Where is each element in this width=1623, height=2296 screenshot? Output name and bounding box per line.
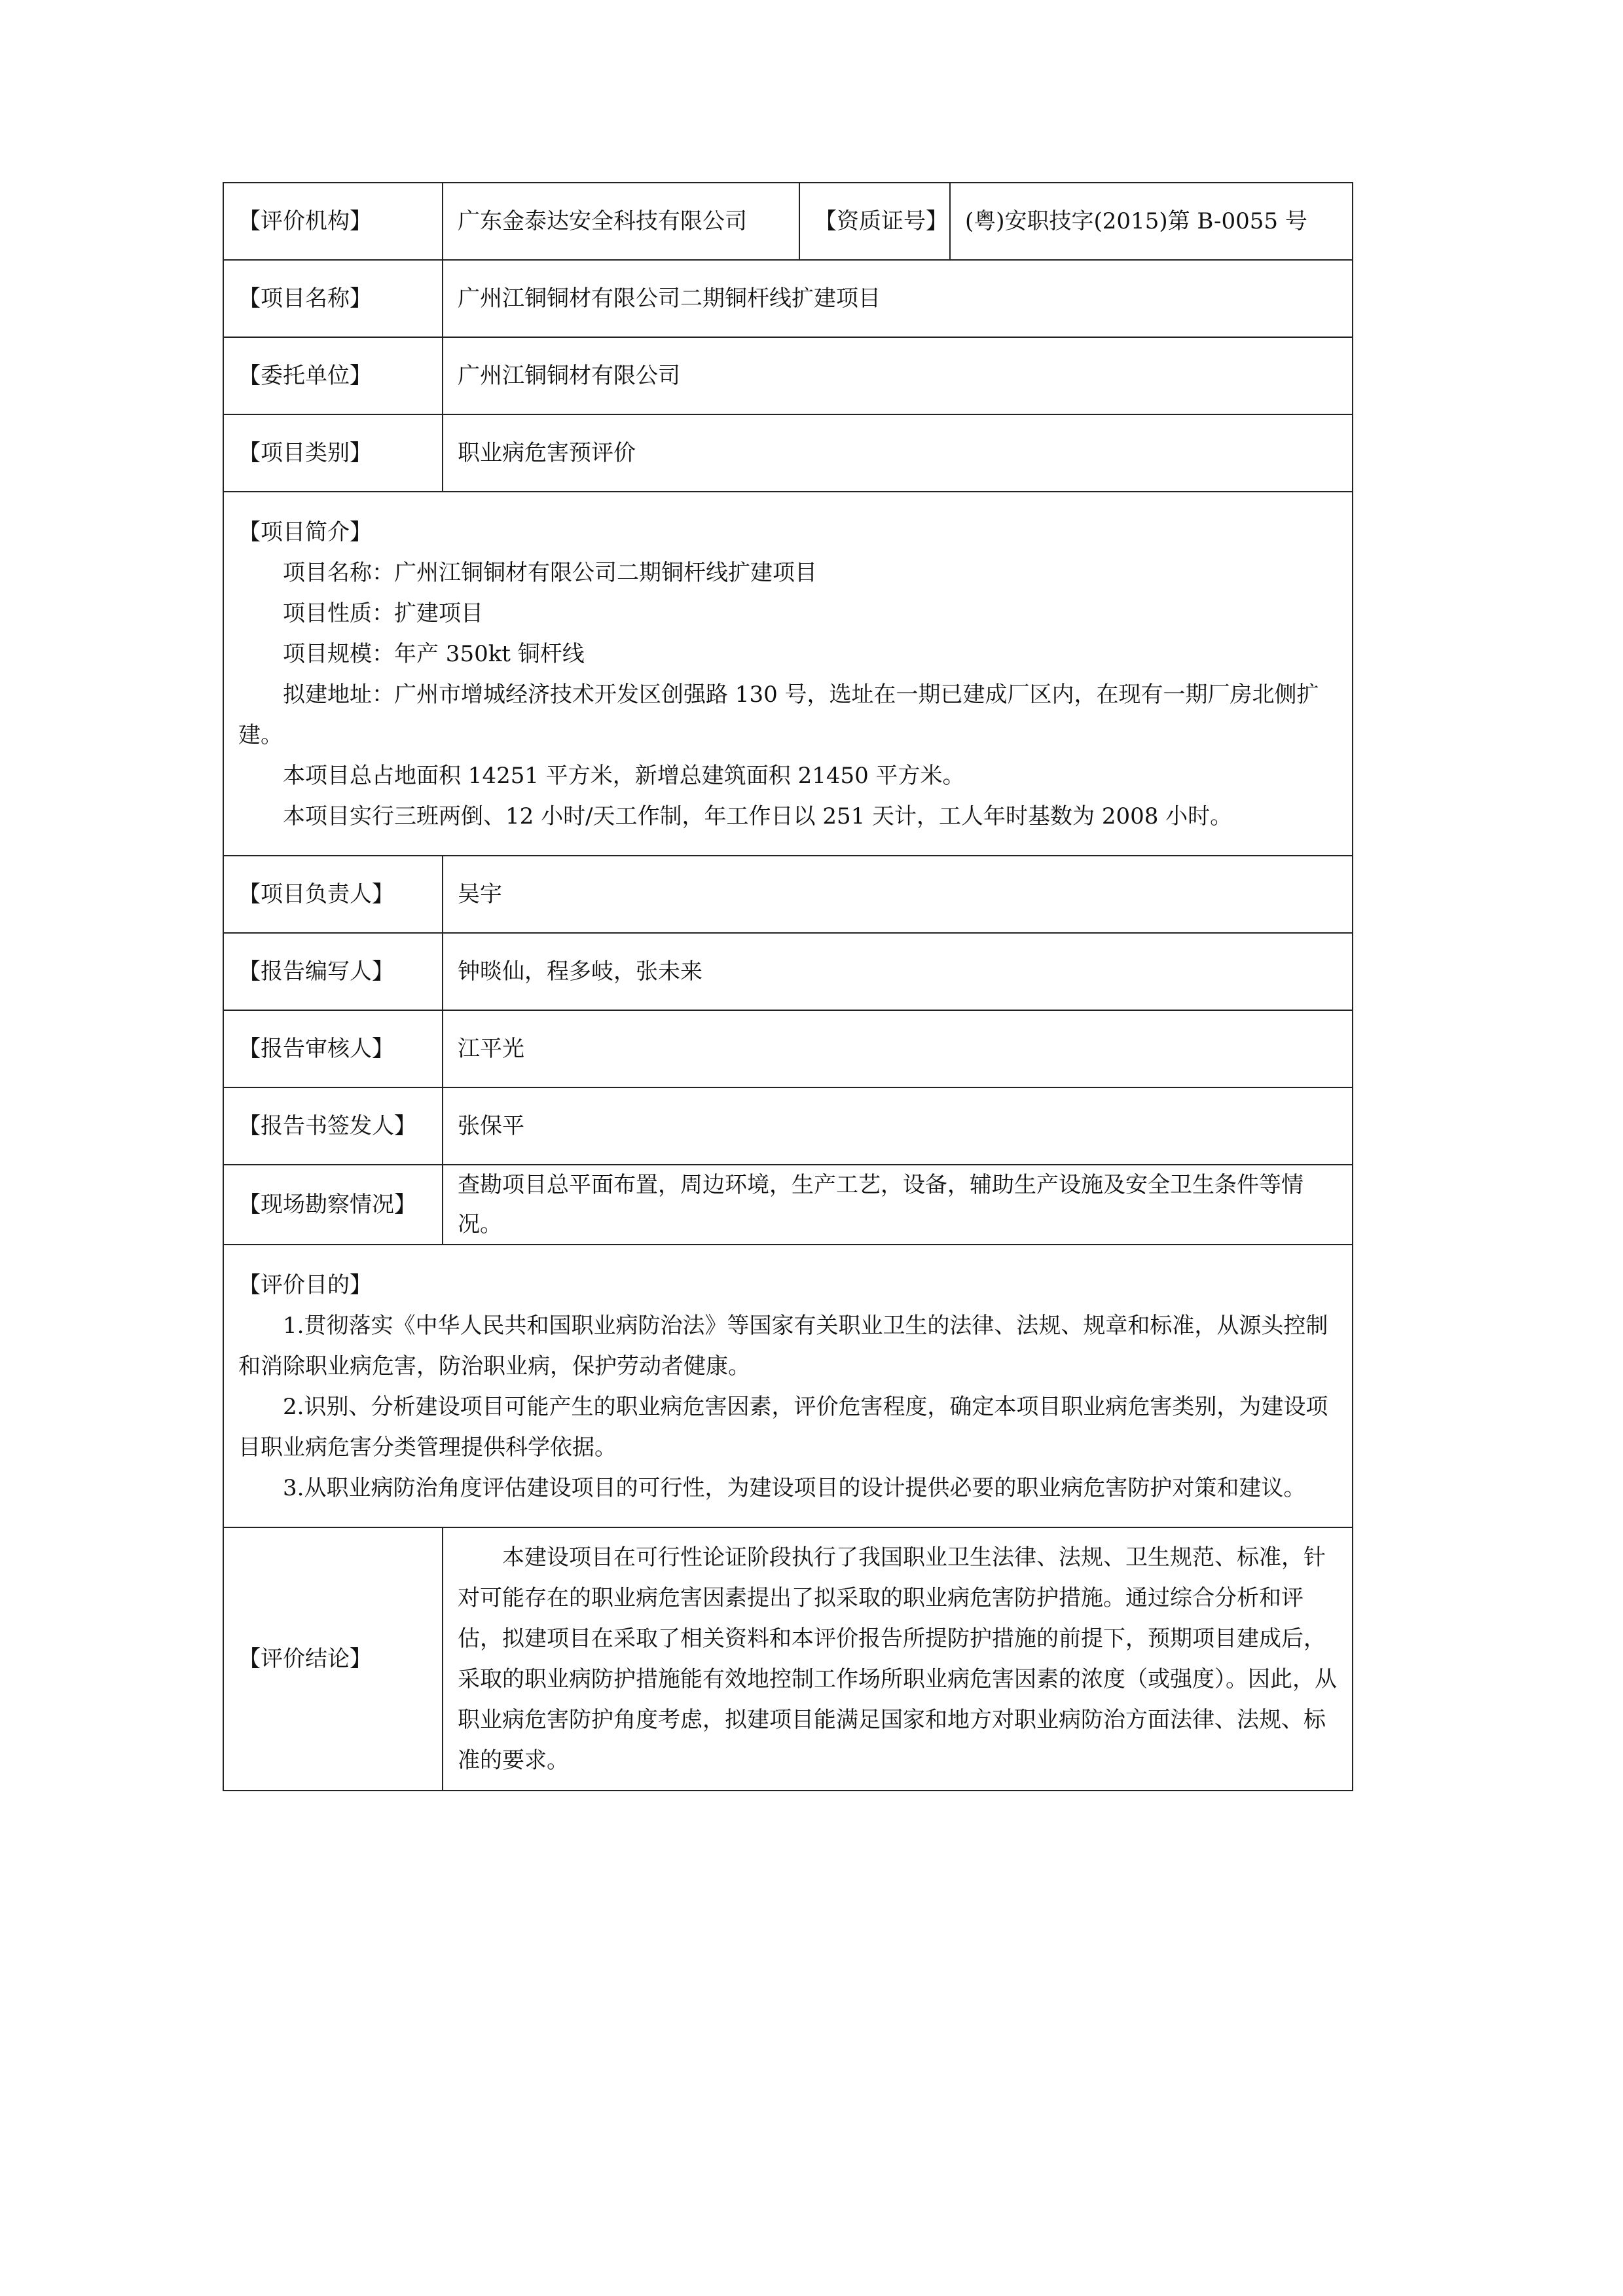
org-label: 【评价机构】	[223, 183, 443, 260]
writer-label: 【报告编写人】	[223, 933, 443, 1010]
cert-value: (粤)安职技字(2015)第 B-0055 号	[950, 183, 1353, 260]
purpose-row	[223, 1245, 1353, 1527]
intro-row	[223, 492, 1353, 856]
conclusion-text: 本建设项目在可行性论证阶段执行了我国职业卫生法律、法规、卫生规范、标准，针对可能存在的职业病危害因素提出了拟采取的职业病危害防护措施。通过综合分析和评估，拟建项目在采取了相关资料和本评价报告所提防护措施的前提下，预期项目建成后，采取的职业病防护措施能有效地控制工作场所职业病危害因素的浓度（或强度）。因此，从职业病危害防护角度考虑，拟建项目能满足国家和地方对职业病防治方面法律、法规、标准的要求。	[443, 1527, 1353, 1791]
reviewer-label: 【报告审核人】	[223, 1010, 443, 1087]
leader-value: 吴宇	[443, 856, 1353, 933]
category-value: 职业病危害预评价	[443, 414, 1353, 492]
conclusion-row	[223, 1527, 1353, 1791]
reviewer-row	[223, 1010, 1353, 1087]
purpose-item-3: 3.从职业病防治角度评估建设项目的可行性，为建设项目的设计提供必要的职业病危害防护对策和建议。	[283, 1475, 1306, 1501]
evaluation-summary-table	[223, 182, 1353, 1791]
category-row	[223, 414, 1353, 492]
intro-shift-line: 本项目实行三班两倒、12 小时/天工作制，年工作日以 251 天计，工人年时基数为 2008 小时。	[283, 803, 1233, 829]
project-name-label: 【项目名称】	[223, 260, 443, 337]
survey-row	[223, 1165, 1353, 1245]
issuer-value: 张保平	[443, 1087, 1353, 1165]
org-row	[223, 183, 1353, 260]
purpose-item-1: 1.贯彻落实《中华人民共和国职业病防治法》等国家有关职业卫生的法律、法规、规章和标准，从源头控制和消除职业病危害，防治职业病，保护劳动者健康。	[238, 1313, 1328, 1379]
writer-value: 钟晱仙，程多岐，张未来	[443, 933, 1353, 1010]
survey-label: 【现场勘察情况】	[223, 1165, 443, 1245]
purpose-item-2: 2.识别、分析建设项目可能产生的职业病危害因素，评价危害程度，确定本项目职业病危害类别，为建设项目职业病危害分类管理提供科学依据。	[238, 1394, 1328, 1461]
reviewer-value: 江平光	[443, 1010, 1353, 1087]
issuer-row	[223, 1087, 1353, 1165]
intro-block	[223, 492, 1353, 856]
conclusion-label: 【评价结论】	[223, 1527, 443, 1791]
intro-area-line: 本项目总占地面积 14251 平方米，新增总建筑面积 21450 平方米。	[283, 763, 965, 789]
leader-label: 【项目负责人】	[223, 856, 443, 933]
intro-nature-line: 项目性质：扩建项目	[283, 600, 483, 627]
leader-row	[223, 856, 1353, 933]
intro-name-line: 项目名称：广州江铜铜材有限公司二期铜杆线扩建项目	[283, 560, 817, 586]
intro-site-line: 拟建地址：广州市增城经济技术开发区创强路 130 号，选址在一期已建成厂区内，在现有一期厂房北侧扩建。	[238, 682, 1319, 748]
intro-heading: 【项目简介】	[238, 519, 372, 545]
issuer-label: 【报告书签发人】	[223, 1087, 443, 1165]
org-value: 广东金泰达安全科技有限公司	[443, 183, 799, 260]
client-value: 广州江铜铜材有限公司	[443, 337, 1353, 414]
project-name-value: 广州江铜铜材有限公司二期铜杆线扩建项目	[443, 260, 1353, 337]
purpose-heading: 【评价目的】	[238, 1272, 372, 1298]
writer-row	[223, 933, 1353, 1010]
cert-label: 【资质证号】	[799, 183, 950, 260]
client-row	[223, 337, 1353, 414]
project-name-row	[223, 260, 1353, 337]
purpose-block	[223, 1245, 1353, 1527]
intro-scale-line: 项目规模：年产 350kt 铜杆线	[283, 641, 585, 667]
category-label: 【项目类别】	[223, 414, 443, 492]
survey-value: 查勘项目总平面布置，周边环境，生产工艺，设备，辅助生产设施及安全卫生条件等情况。	[443, 1165, 1353, 1245]
client-label: 【委托单位】	[223, 337, 443, 414]
